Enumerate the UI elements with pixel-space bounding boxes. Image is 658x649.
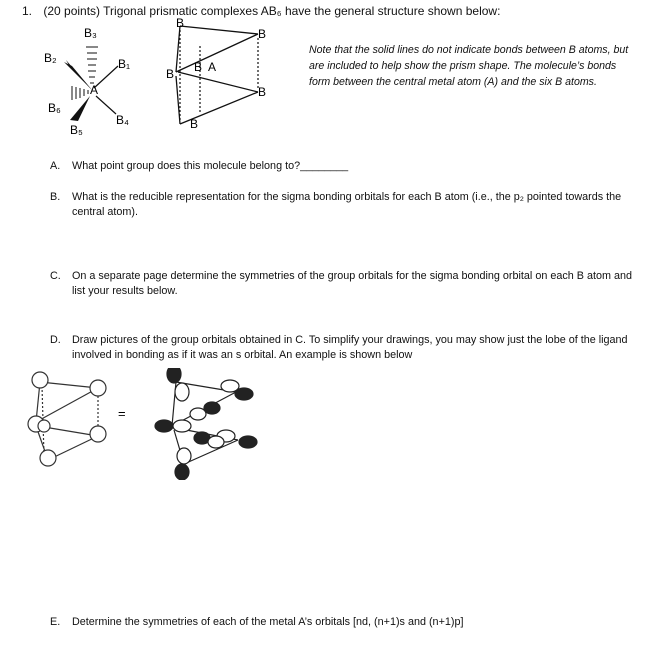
label-b5: B₅ (70, 123, 83, 137)
prism-with-p-orbitals (155, 368, 257, 480)
label-b6: B₆ (48, 101, 61, 115)
part-d-text: Draw pictures of the group orbitals obtained in C. To simplify your drawings, you may show just the lobe of the ligand involved in bonding as if it was an s orbital. An example is shown below (72, 334, 628, 361)
prism-label-a: A (208, 60, 217, 74)
prism-with-circles (28, 372, 106, 466)
example-figure (26, 368, 286, 480)
part-c-letter: C. (50, 270, 61, 282)
part-b-letter: B. (50, 191, 61, 203)
prism-label-bottom: B (190, 117, 199, 131)
bond-b4 (96, 96, 116, 114)
molecule-figure (40, 22, 150, 140)
part-e-letter: E. (50, 616, 61, 628)
part-b-text: What is the reducible representation for the sigma bonding orbitals for each B atom (i.e., the p₂ pointed towards the central atom). (72, 191, 622, 218)
question-title: (20 points) Trigonal prismatic complexes AB₆ have the general structure shown below: (43, 4, 501, 18)
hashed-bond-b6 (72, 86, 88, 100)
label-b2: B₂ (44, 51, 57, 65)
hashed-bond-b3 (86, 47, 98, 83)
wedge-bond-b5 (70, 96, 90, 121)
part-e-text: Determine the symmetries of each of the metal A’s orbitals [nd, (n+1)s and (n+1)p] (72, 616, 464, 628)
part-a-text: What point group does this molecule belong to?________ (72, 160, 349, 172)
label-b3: B₃ (84, 26, 97, 40)
part-a (50, 159, 640, 174)
part-b (50, 190, 640, 220)
prism-figure (160, 16, 280, 140)
note-text: Note that the solid lines do not indicate bonds between B atoms, but are included to help show the prism shape. The molecule’s bonds form between the central metal atom (A) and the six B atoms. (309, 44, 629, 88)
part-a-letter: A. (50, 160, 61, 172)
prism-label-top-right: B (258, 27, 267, 41)
label-b4: B₄ (116, 113, 129, 127)
part-d-letter: D. (50, 334, 61, 346)
prism-label-center: B (194, 60, 203, 74)
label-b1: B₁ (118, 57, 131, 71)
part-c-text: On a separate page determine the symmetries of the group orbitals for the sigma bonding orbital on each B atom and list your results below. (72, 270, 632, 297)
question-number: 1. (22, 4, 33, 18)
label-a: A (90, 83, 99, 97)
part-e (50, 615, 640, 630)
part-d (50, 333, 640, 363)
prism-label-left: B (166, 67, 175, 81)
part-c (50, 269, 640, 299)
prism-label-right: B (258, 85, 267, 99)
equals-sign: = (118, 406, 126, 421)
prism-label-top-left: B (176, 16, 185, 30)
